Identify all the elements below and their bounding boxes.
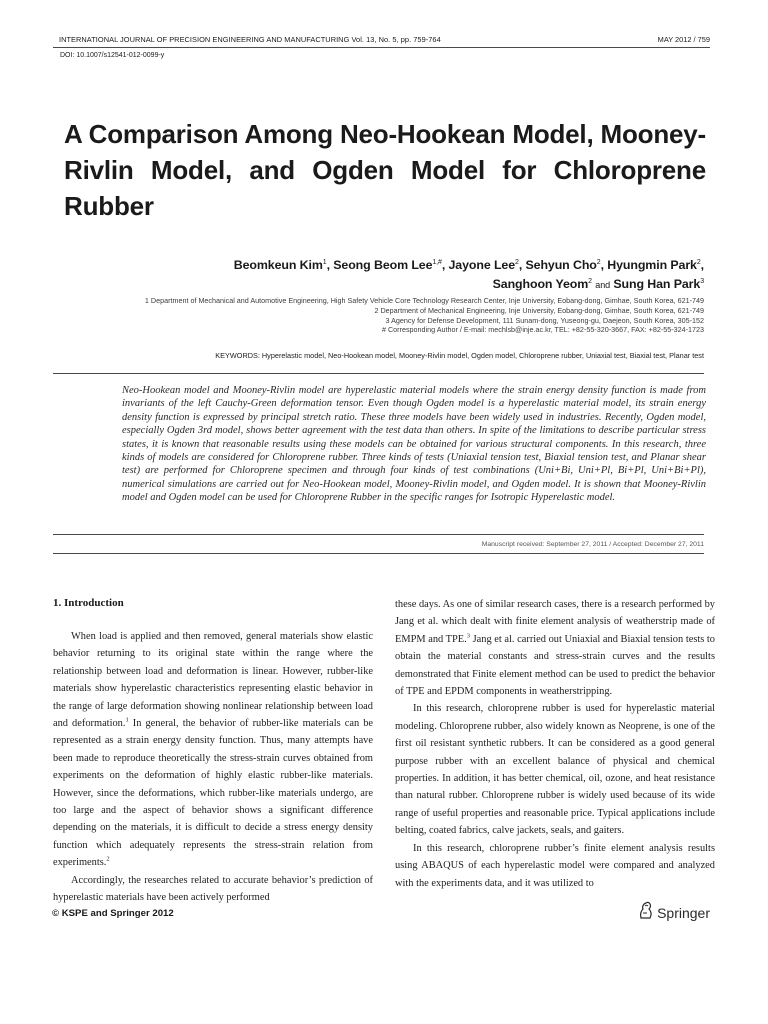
abstract-bottom-divider: [53, 534, 704, 535]
abstract-top-divider: [53, 373, 704, 374]
affiliation-line: 2 Department of Mechanical Engineering, Inje University, Eobang-dong, Gimhae, South Korea, 621-749: [374, 305, 704, 315]
affiliation-line: 3 Agency for Defense Development, 111 Sunam-dong, Yuseong-gu, Daejeon, South Korea, 305-152: [385, 315, 704, 325]
paragraph-text: In general, the behavior of rubber-like materials can be represented as a strain energy density function. Thus, many attempts have been made to reproduce theoretically the stress-strain curves obtained from experiments on the deformation of highly elastic rubber-like materials. However, since the deformations, which rubber-like materials undergo, are too large and the aspect of behavior shows a significant difference depending on the materials, it is difficult to decide a stress energy density function which adequately represents the stress-strain relation from experiments.: [53, 718, 374, 869]
paragraph: In this research, chloroprene rubber’s finite element analysis results using ABAQUS of each hyperelastic model were compared and analyzed with the experiments data, and it was utilized to: [395, 842, 715, 889]
paragraph-text: When load is applied and then removed, general materials show elastic behavior returning to its original state within the range where the relationship between load and deformation is linear. However, rubber-like materials show hyperelastic characteristics representing elastic behavior in the range of large deformation showing nonlinear relationship between load and deformation.: [53, 631, 373, 730]
paragraph: Accordingly, the researches related to accurate behavior’s prediction of hyperelastic materials have been actively performed: [53, 874, 373, 904]
author-list-line-1: [234, 258, 704, 272]
affiliation-line: 1 Department of Mechanical and Automotive Engineering, High Safety Vehicle Core Technology Research Center, Inje University, Eobang-dong, Gimhae, South Korea, 621-749: [144, 296, 704, 305]
paragraph: [53, 628, 373, 872]
affiliation-marker: 3: [700, 277, 704, 285]
left-column: [53, 628, 373, 907]
doi[interactable]: DOI: 10.1007/s12541-012-0099-y: [60, 52, 165, 59]
paragraph: [395, 596, 715, 700]
reference-marker[interactable]: 3: [466, 632, 470, 640]
springer-horse-icon: [637, 901, 654, 925]
header-divider: [53, 47, 710, 48]
affiliations: [44, 296, 704, 335]
affiliation-marker: 2: [696, 258, 701, 266]
author-name: , Hyungmin Park: [600, 258, 697, 272]
author-name: , Sehyun Cho: [518, 258, 597, 272]
affiliation-marker: 1,#: [432, 258, 442, 266]
author-list-line-2: [493, 277, 704, 291]
author-separator: ,: [700, 258, 704, 272]
paper-title: A Comparison Among Neo-Hookean Model, Mooney-Rivlin Model, and Ogden Model for Chloroprene Rubber: [64, 119, 706, 221]
author-conjunction: and: [595, 280, 611, 290]
reference-marker[interactable]: 1: [125, 716, 129, 724]
affiliation-marker: 2: [515, 258, 519, 266]
journal-header: INTERNATIONAL JOURNAL OF PRECISION ENGINEERING AND MANUFACTURING Vol. 13, No. 5, pp. 759-764: [59, 35, 441, 44]
copyright-notice: © KSPE and Springer 2012: [52, 908, 174, 919]
right-column: [395, 596, 715, 892]
abstract: Neo-Hookean model and Mooney-Rivlin model are hyperelastic material models where the strain energy density function is made from invariants of the left Cauchy-Green deformation tensor. Even though Ogden model is a hyperelastic material model, its strain energy density function is expressed by principal stretch ratio. These three models have been widely used in industries. Recently, Ogden model, especially Ogden 3rd model, shows better agreement with the test data than others. In spite of the limitations to describe particular stress states, it is known that reasonable results using these models can be obtained for various structural components. In this research, three kinds of models are considered for Chloroprene rubber. Three kinds of tests (Uniaxial tension test, Biaxial tension test, and Planar shear test) are performed for Chloroprene specimen and through four kinds of test combinations (Uni+Bi, Uni+Pl, Bi+Pl, Uni+Bi+Pl), numerical simulations are carried out for Neo-Hookean model, Mooney-Rivlin model, and Ogden model. It is shown that Mooney-Rivlin model and Ogden model can be used for Chloroprene Rubber in the specific ranges for Isotropic Hyperelastic model.: [122, 385, 706, 504]
issue-date-page: MAY 2012 / 759: [657, 35, 710, 44]
author-name: Beomkeun Kim: [233, 258, 323, 272]
keywords: KEYWORDS: Hyperelastic model, Neo-Hookean model, Mooney-Rivlin model, Ogden model, Chloroprene rubber, Uniaxial test, Biaxial test, Planar test: [215, 351, 704, 360]
author-name: Sung Han Park: [613, 277, 701, 291]
publisher-logo: [637, 901, 710, 925]
reference-marker[interactable]: 2: [106, 855, 110, 863]
author-name: , Jayone Lee: [441, 258, 516, 272]
publisher-name: Springer: [657, 905, 710, 921]
paragraph-text: these days. As one of similar research cases, there is a research performed by Jang et al. which dealt with finite element analysis of weatherstrip made of EMPM and TPE.: [395, 599, 715, 645]
affiliation-marker: 1: [322, 258, 327, 266]
affiliation-marker: 2: [596, 258, 601, 266]
corresponding-author-line: # Corresponding Author / E-mail: mechlsb@inje.ac.kr, TEL: +82-55-320-3667, FAX: +82-55-324-1723: [382, 325, 704, 335]
author-name: Sanghoon Yeom: [492, 277, 589, 291]
paragraph: In this research, chloroprene rubber is used for hyperelastic material modeling. Chloroprene rubber, also widely known as Neoprene, is one of the first oil resistant synthetic rubbers. It can be considered as a good general purpose rubber with an excellent balance of physical and chemical properties. In addition, it has better chemical, oil, ozone, and heat resistance than natural rubber. Chloroprene rubber is widely used because of its wide range of useful properties and reasonable price. Typical applications include belting, coated fabrics, calve jackets, seals, and gaiters.: [395, 703, 715, 837]
author-name: , Seong Beom Lee: [326, 258, 433, 272]
manuscript-dates: Manuscript received: September 27, 2011 / Accepted: December 27, 2011: [481, 541, 704, 548]
paragraph-text: Jang et al. carried out Uniaxial and Biaxial tension tests to obtain the material constants and stress-strain curves and the results demonstrated that Finite element method can be used to predict the behavior of TPE and EPDM components in weatherstripping.: [395, 633, 715, 698]
section-heading: 1. Introduction: [53, 597, 124, 609]
affiliation-marker: 2: [588, 277, 592, 285]
body-top-divider: [53, 553, 704, 554]
